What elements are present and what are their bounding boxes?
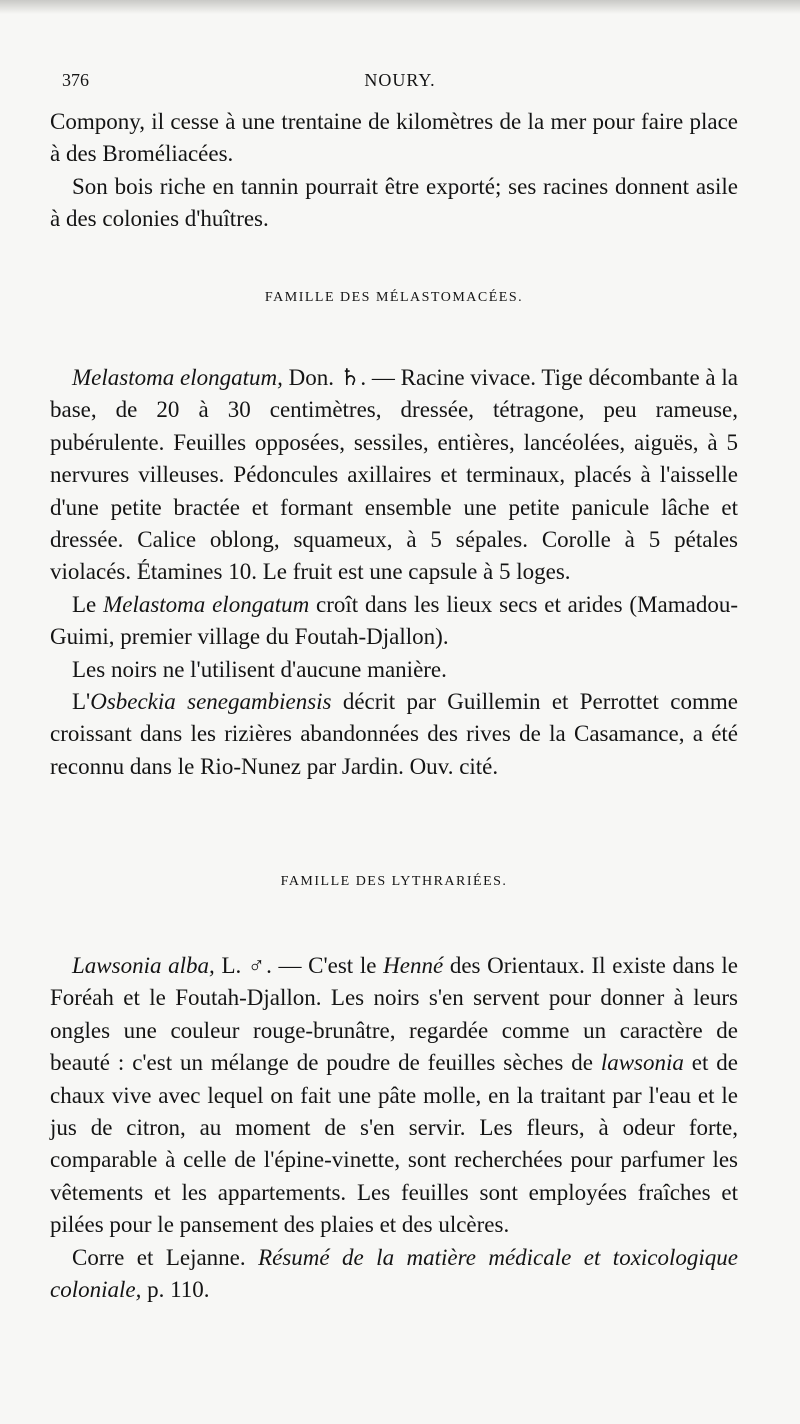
- paragraph-son-bois: Son bois riche en tannin pourrait être exporté; ses racines donnent asile à des colonies d'huîtres.: [50, 173, 738, 232]
- section-heading-lythrariees: FAMILLE DES LYTHRARIÉES.: [280, 874, 508, 889]
- paragraph-melastoma-description: Melastoma elongatum, Don. ♄. — Racine vivace. Tige décombante à la base, de 20 à 30 centimètres, dressée, tétragone, peu rameuse, pubérulente. Feuilles opposées, sessiles, entières, lancéolées, aiguës, à 5 nervures villeuses. Pédoncules axillaires et terminaux, placés à l'aisselle d'une petite bractée et formant ensemble une petite panicule lâche et dressée. Calice oblong, squameux, à 5 sépales. Corolle à 5 pétales violacés. Étamines 10. Le fruit est une capsule à 5 loges.: [50, 365, 739, 585]
- species-name: Melastoma elongatum: [103, 591, 310, 617]
- common-name: Henné: [383, 953, 444, 978]
- section-melastomacees: [50, 362, 738, 783]
- running-head: NOURY.: [364, 70, 436, 90]
- paragraph-reference: Corre et Lejanne. Résumé de la matière médicale et toxicologique coloniale, p. 110.: [50, 1244, 738, 1303]
- paragraph-melastoma-use: Les noirs ne l'utilisent d'aucune manière.: [72, 656, 447, 682]
- genus-name: lawsonia: [600, 1050, 684, 1076]
- species-name: Lawsonia alba,: [72, 953, 215, 978]
- species-name: Osbeckia senegambiensis: [90, 689, 332, 715]
- continued-text: [50, 106, 738, 236]
- reference-title: Résumé de la matière médicale et toxicologique coloniale,: [50, 1244, 738, 1303]
- section-lythrariees: [50, 950, 738, 1306]
- paragraph-compony: Compony, il cesse à une trentaine de kilomètres de la mer pour faire place à des Broméliacées.: [50, 109, 738, 167]
- section-heading-melastomacees: FAMILLE DES MÉLASTOMACÉES.: [264, 290, 524, 305]
- species-name: Melastoma elongatum,: [72, 365, 283, 390]
- paragraph-osbeckia: L'Osbeckia senegambiensis décrit par Guillemin et Perrottet comme croissant dans les rizières abandonnées des rives de la Casamance, a été reconnu dans le Rio-Nunez par Jardin. Ouv. cité.: [50, 689, 738, 779]
- page-header: [62, 70, 738, 94]
- page-number: 376: [62, 70, 89, 90]
- paragraph-melastoma-habitat: Le Melastoma elongatum croît dans les lieux secs et arides (Mamadou-Guimi, premier village du Foutah-Djallon).: [50, 591, 738, 650]
- paragraph-lawsonia: Lawsonia alba, L. ♂. — C'est le Henné des Orientaux. Il existe dans le Foréah et le Foutah-Djallon. Les noirs s'en servent pour donner à leurs ongles une couleur rouge-brunâtre, regardée comme un caractère de beauté : c'est un mélange de poudre de feuilles sèches de lawsonia et de chaux vive avec lequel on fait une pâte molle, en la traitant par l'eau et le jus de citron, au moment de s'en servir. Les fleurs, à odeur forte, comparable à celle de l'épine-vinette, sont recherchées pour parfumer les vêtements et les appartements. Les feuilles sont employées fraîches et pilées pour le pansement des plaies et des ulcères.: [50, 953, 738, 1238]
